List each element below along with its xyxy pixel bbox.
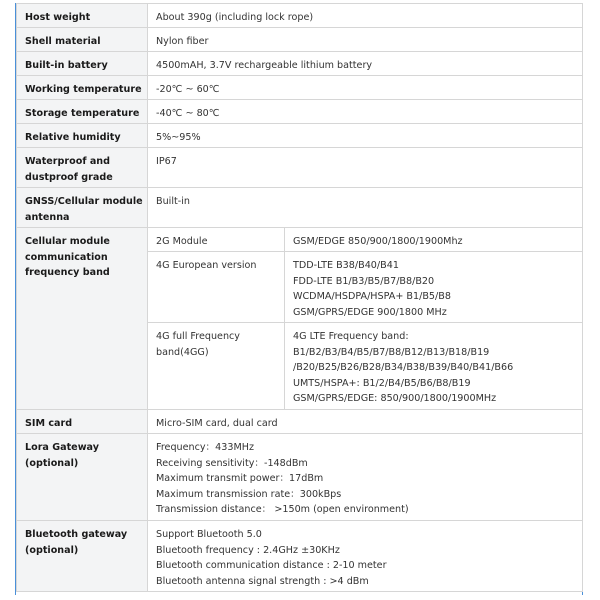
label-line: dustproof grade (25, 171, 113, 183)
module-name-line: 4G full Frequency (156, 331, 240, 342)
spec-value (148, 148, 583, 188)
spec-label (17, 124, 148, 148)
band-line: FDD-LTE B1/B3/B5/B7/B8/B20 (293, 275, 435, 287)
band-line: TDD-LTE B38/B40/B41 (293, 260, 399, 271)
spec-value (148, 100, 583, 124)
module-name-line: 4G European version (156, 260, 257, 271)
value-line: Transmission distance： >150m (open environment) (156, 504, 409, 516)
label-line: frequency band (25, 267, 110, 279)
spec-label (17, 100, 148, 124)
value-line: Built-in (156, 196, 190, 207)
spec-label (17, 410, 148, 434)
label-line: Waterproof and (25, 156, 111, 167)
value-line: Receiving sensitivity：-148dBm (156, 457, 308, 469)
spec-row-relative-humidity (17, 124, 583, 148)
label-line: communication (25, 251, 108, 263)
spec-label (17, 28, 148, 52)
value-line: Bluetooth communication distance : 2-10 meter (156, 560, 387, 572)
band-line: WCDMA/HSDPA/HSPA+ B1/B5/B8 (293, 291, 451, 303)
value-line: Nylon fiber (156, 36, 209, 47)
spec-row-storage-temperature (17, 100, 583, 124)
spec-value (148, 188, 583, 228)
spec-row-bluetooth-gateway (17, 521, 583, 592)
spec-label (17, 148, 148, 188)
label-line: Bluetooth gateway (25, 529, 128, 540)
value-line: -20℃ ~ 60℃ (156, 84, 220, 95)
label-line: Working temperature (25, 84, 142, 95)
label-line: GNSS/Cellular module (25, 196, 143, 207)
spec-value (148, 124, 583, 148)
label-line: (optional) (25, 457, 79, 469)
value-line: 5%~95% (156, 132, 201, 143)
value-line: IP67 (156, 156, 177, 167)
label-line: SIM card (25, 418, 73, 429)
label-line: Lora Gateway (25, 442, 99, 453)
band-line: GSM/GPRS/EDGE 900/1800 MHz (293, 306, 447, 318)
value-line: Bluetooth frequency : 2.4GHz ±30KHz (156, 544, 340, 556)
band-line: 4G LTE Frequency band: (293, 331, 409, 342)
spec-value (148, 52, 583, 76)
label-line: Host weight (25, 12, 91, 23)
spec-row-antenna (17, 188, 583, 228)
spec-label (17, 188, 148, 228)
band-line: B1/B2/B3/B4/B5/B7/B8/B12/B13/B18/B19 (293, 346, 490, 358)
spec-label (17, 4, 148, 28)
module-name (148, 323, 285, 410)
spec-table-container (15, 3, 583, 595)
value-line: Support Bluetooth 5.0 (156, 529, 262, 540)
spec-value (148, 434, 583, 521)
module-name-line: 2G Module (156, 236, 208, 247)
label-line: antenna (25, 211, 70, 223)
value-line: About 390g (including lock rope) (156, 12, 314, 23)
spec-value (148, 4, 583, 28)
module-bands (285, 228, 583, 252)
label-line: Relative humidity (25, 132, 121, 143)
value-line: Bluetooth antenna signal strength : >4 dBm (156, 575, 369, 587)
spec-value (148, 28, 583, 52)
band-line: GSM/GPRS/EDGE: 850/900/1800/1900MHz (293, 393, 497, 405)
value-line: Maximum transmission rate：300kBps (156, 488, 342, 500)
label-line: Built-in battery (25, 60, 108, 71)
module-name (148, 228, 285, 252)
value-line: -40℃ ~ 80℃ (156, 108, 220, 119)
spec-label (17, 76, 148, 100)
spec-table (16, 3, 583, 592)
spec-value (148, 410, 583, 434)
spec-label (17, 52, 148, 76)
spec-row-host-weight (17, 4, 583, 28)
spec-row-battery (17, 52, 583, 76)
value-line: Frequency：433MHz (156, 442, 254, 453)
spec-row-cellular-2g (17, 228, 583, 252)
spec-row-waterproof (17, 148, 583, 188)
value-line: Micro-SIM card, dual card (156, 418, 278, 429)
spec-row-lora-gateway (17, 434, 583, 521)
label-line: (optional) (25, 544, 79, 556)
band-line: /B20/B25/B26/B28/B34/B38/B39/B40/B41/B66 (293, 362, 514, 374)
spec-row-sim-card (17, 410, 583, 434)
spec-value (148, 521, 583, 592)
spec-label-cellular (17, 228, 148, 410)
value-line: 4500mAH, 3.7V rechargeable lithium battery (156, 60, 373, 71)
band-line: GSM/EDGE 850/900/1800/1900Mhz (293, 236, 463, 247)
module-name-line: band(4GG) (156, 346, 209, 358)
label-line: Storage temperature (25, 108, 140, 119)
module-name (148, 252, 285, 323)
spec-row-working-temperature (17, 76, 583, 100)
spec-row-shell-material (17, 28, 583, 52)
band-line: UMTS/HSPA+: B1/2/B4/B5/B6/B8/B19 (293, 377, 471, 389)
spec-value (148, 76, 583, 100)
label-line: Shell material (25, 36, 101, 47)
spec-label (17, 521, 148, 592)
spec-label (17, 434, 148, 521)
module-bands (285, 252, 583, 323)
module-bands (285, 323, 583, 410)
label-line: Cellular module (25, 236, 110, 247)
value-line: Maximum transmit power：17dBm (156, 473, 324, 485)
